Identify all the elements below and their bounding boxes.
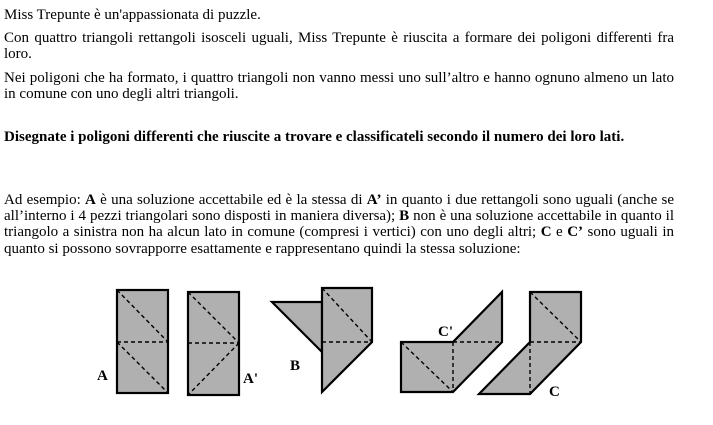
- label-b: B: [290, 358, 301, 374]
- example-text-3: in quanto i due rettangoli sono uguali (anche se all’interno i 4 pezzi triangolari sono disposti in maniera diversa);: [4, 192, 674, 225]
- example-text-1: Ad esempio:: [4, 192, 86, 208]
- task-paragraph: Con quattro triangoli rettangoli isosceli uguali, Miss Trepunte è riuscita a formare dei poligoni differenti fra loro.: [4, 30, 674, 63]
- example-text-2: è una soluzione accettabile ed è la stessa di: [95, 192, 367, 208]
- label-c-prime: C': [438, 324, 453, 340]
- shape-b: [272, 288, 372, 392]
- example-ref-c-prime: C’: [567, 224, 584, 241]
- example-ref-b: B: [399, 208, 410, 225]
- example-text-4: non è una soluzione accettabile in quanto il triangolo a sinistra non ha alcun lato in comune (compresi i vertici) con uno degli altri;: [4, 208, 674, 241]
- shape-a-prime: [188, 292, 239, 395]
- shape-b-detached-triangle: [272, 302, 322, 352]
- shape-a: [117, 290, 168, 393]
- shape-b-main-piece: [322, 288, 372, 392]
- example-ref-a: A: [85, 192, 96, 208]
- shape-c-prime: [401, 292, 502, 392]
- example-text-6: sono uguali in quanto si possono sovrapporre esattamente e rappresentano quindi la stessa soluzione:: [4, 224, 674, 257]
- example-text-5: e: [551, 224, 568, 241]
- question-paragraph: Disegnate i poligoni differenti che riuscite a trovare e classificateli secondo il numero dei loro lati.: [4, 129, 625, 145]
- label-c: C: [549, 384, 560, 400]
- intro-paragraph: Miss Trepunte è un'appassionata di puzzle.: [4, 7, 261, 23]
- example-ref-a-prime: A’: [366, 192, 382, 208]
- example-ref-c: C: [540, 224, 552, 241]
- shape-c-prime-outline: [401, 292, 502, 392]
- label-a: A: [97, 368, 108, 384]
- label-a-prime: A': [243, 371, 258, 387]
- rule-paragraph: Nei poligoni che ha formato, i quattro triangoli non vanno messi uno sull’altro e hanno ognuno almeno un lato in comune con uno degli altri triangoli.: [4, 70, 674, 103]
